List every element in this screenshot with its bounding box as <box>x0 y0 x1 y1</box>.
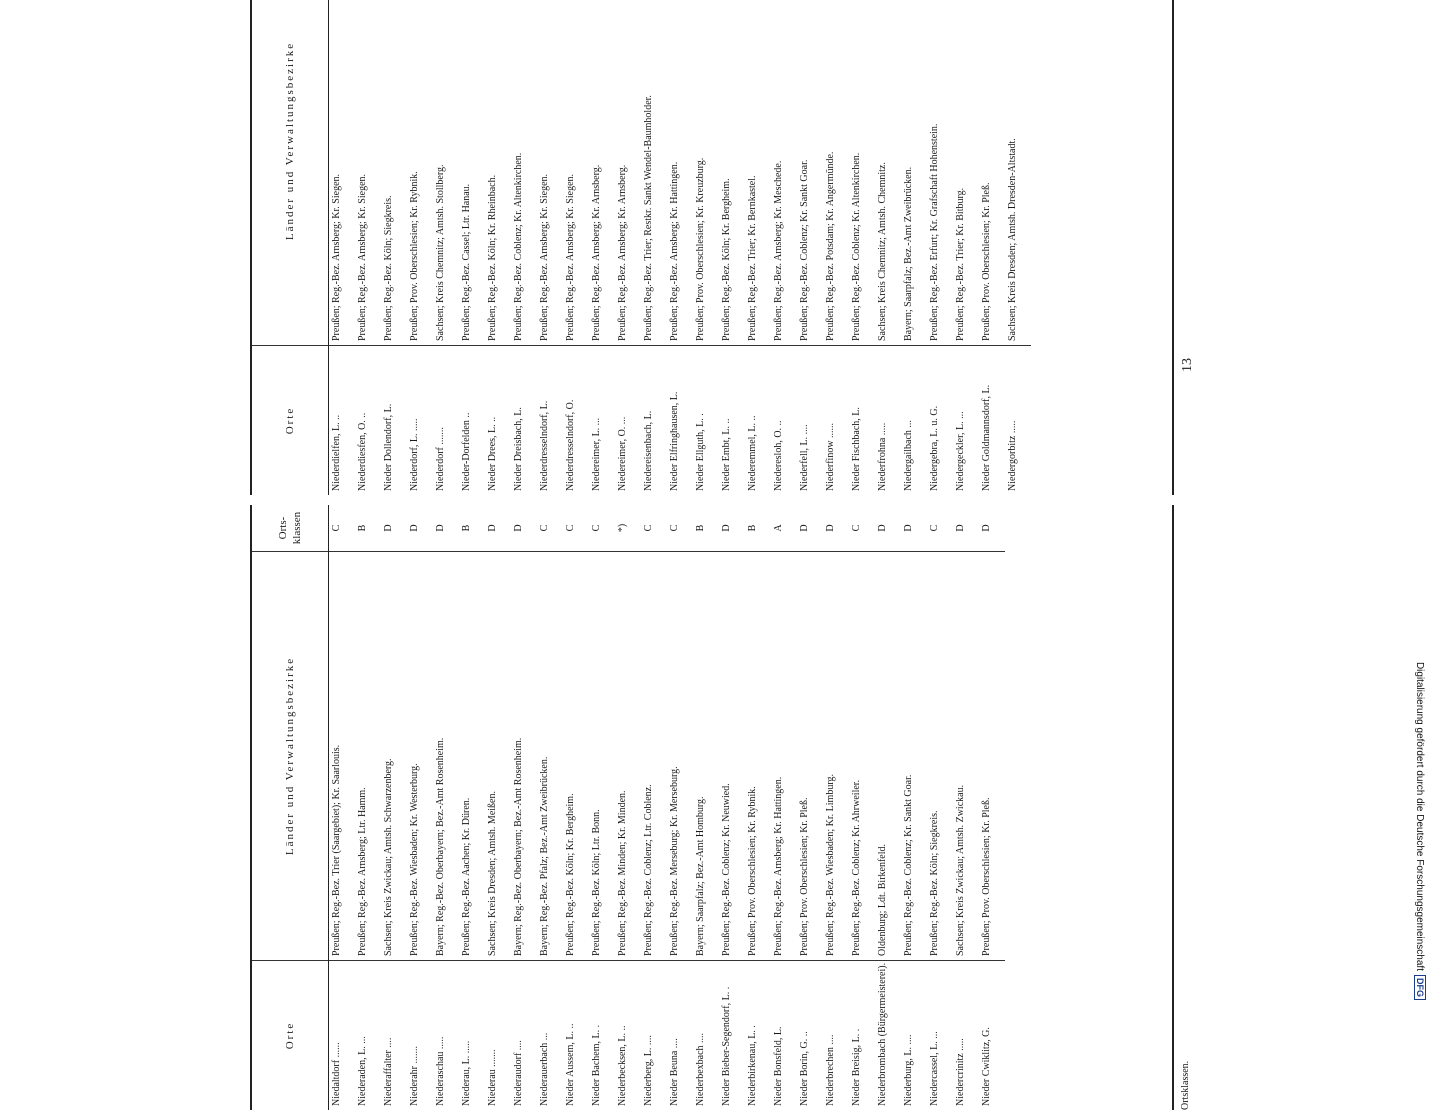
cell-bezirk: Preußen; Reg.-Bez. Köln; Siegkreis. <box>381 0 407 345</box>
cell-klasse: C <box>929 524 940 532</box>
cell-bezirk: Preußen; Prov. Oberschlesien; Kr. Pleß. <box>797 551 823 960</box>
cell-bezirk: Bayern; Reg.-Bez. Oberbayern; Bez.-Amt Rosenheim. <box>433 551 459 960</box>
cell-bezirk: Bayern; Reg.-Bez. Oberbayern; Bez.-Amt Rosenheim. <box>511 551 537 960</box>
cell-ort: Niederfrohna ..... <box>875 345 901 495</box>
cell-bezirk: Bayern; Saarpfalz; Bez.-Amt Homburg. <box>693 551 719 960</box>
table-row <box>329 0 355 495</box>
table-row <box>407 505 433 1110</box>
table-row <box>459 0 485 495</box>
cell-bezirk: Preußen; Reg.-Bez. Köln; Ltr. Bonn. <box>589 551 615 960</box>
cell-bezirk: Sachsen; Kreis Chemnitz; Amtsh. Chemnitz. <box>875 0 901 345</box>
cell-bezirk: Oldenburg; Ldt. Birkenfeld. <box>875 551 901 960</box>
digitization-credit <box>1409 0 1431 1000</box>
cell-klasse: D <box>383 524 394 532</box>
cell-bezirk: Preußen; Reg.-Bez. Arnsberg; Kr. Meschede. <box>771 0 797 345</box>
cell-ort: Nieder Borin, G. .. <box>797 960 823 1110</box>
digitization-note: Digitalisierung gefördert durch die Deutsche Forschungsgemeinschaft <box>1414 661 1426 971</box>
cell-bezirk: Preußen; Prov. Oberschlesien; Kr. Kreuzburg. <box>693 0 719 345</box>
cell-bezirk: Preußen; Reg.-Bez. Coblenz; Kr. Sankt Goar. <box>901 551 927 960</box>
footnote: Ortsklassen. <box>1180 1060 1191 1110</box>
cell-bezirk: Preußen; Reg.-Bez. Arnsberg; Kr. Hattingen. <box>771 551 797 960</box>
table-row <box>979 505 1005 1110</box>
cell-ort: Niedercrinitz ..... <box>953 960 979 1110</box>
cell-klasse: D <box>877 524 888 532</box>
table-row <box>485 505 511 1110</box>
cell-ort: Niederdielfen, L. .. <box>329 345 355 495</box>
table-row <box>927 505 953 1110</box>
cell-bezirk: Preußen; Reg.-Bez. Arnsberg; Kr. Arnsberg. <box>615 0 641 345</box>
cell-bezirk: Preußen; Reg.-Bez. Coblenz; Kr. Neuwied. <box>719 551 745 960</box>
header-bezirke: Länder und Verwaltungsbezirke <box>252 0 328 345</box>
table-row <box>953 505 979 1110</box>
cell-ort: Niederbrechen .... <box>823 960 849 1110</box>
cell-klasse: D <box>487 524 498 532</box>
table-row <box>511 0 537 495</box>
table-row <box>927 0 953 495</box>
cell-bezirk: Preußen; Reg.-Bez. Coblenz; Kr. Altenkirchen. <box>511 0 537 345</box>
cell-ort: Niederaden, L. ... <box>355 960 381 1110</box>
cell-ort: Nieder Dreisbach, L. <box>511 345 537 495</box>
cell-ort: Nieder Embt, L. .. <box>719 345 745 495</box>
cell-ort: Niederau ....... <box>485 960 511 1110</box>
table-row <box>407 0 433 495</box>
cell-bezirk: Preußen; Reg.-Bez. Köln; Kr. Bergheim. <box>563 551 589 960</box>
cell-ort: Nieder Cwiklitz, G. <box>979 960 1005 1110</box>
cell-ort: Niedergeckler, L. ... <box>953 345 979 495</box>
cell-ort: Niedereisenbach, L. <box>641 345 667 495</box>
cell-bezirk: Preußen; Prov. Oberschlesien; Kr. Pleß. <box>979 551 1005 960</box>
cell-klasse: C <box>851 524 862 532</box>
table-header <box>252 505 329 1110</box>
cell-ort: Niederburg, L. .... <box>901 960 927 1110</box>
cell-klasse: D <box>955 524 966 532</box>
cell-bezirk: Sachsen; Kreis Zwickau; Amtsh. Schwarzenberg. <box>381 551 407 960</box>
cell-bezirk: Preußen; Reg.-Bez. Aachen; Kr. Düren. <box>459 551 485 960</box>
header-bezirke: Länder und Verwaltungsbezirke <box>252 551 328 960</box>
cell-ort: Niederfell, L. .... <box>797 345 823 495</box>
cell-klasse: C <box>331 524 342 532</box>
table-row <box>719 505 745 1110</box>
cell-bezirk: Preußen; Reg.-Bez. Köln; Kr. Bergheim. <box>719 0 745 345</box>
cell-bezirk: Preußen; Reg.-Bez. Arnsberg; Kr. Arnsberg. <box>589 0 615 345</box>
cell-ort: Nieder-Dorfelden .. <box>459 345 485 495</box>
cell-ort: Niederemmel, L. .. <box>745 345 771 495</box>
cell-bezirk: Preußen; Reg.-Bez. Erfurt; Kr. Grafschaft Hohenstein. <box>927 0 953 345</box>
cell-ort: Niederesloh, O. .. <box>771 345 797 495</box>
cell-ort: Nieder Goldmannsdorf, L. <box>979 345 1005 495</box>
cell-bezirk: Preußen; Reg.-Bez. Arnsberg; Kr. Siegen. <box>355 0 381 345</box>
table-row <box>901 505 927 1110</box>
cell-ort: Niedereimer, O. ... <box>615 345 641 495</box>
cell-klasse: D <box>903 524 914 532</box>
cell-bezirk: Preußen; Reg.-Bez. Cassel; Ltr. Hanau. <box>459 0 485 345</box>
table-row <box>563 0 589 495</box>
cell-ort: Niederauerbach ... <box>537 960 563 1110</box>
cell-klasse: D <box>513 524 524 532</box>
table-row <box>641 0 667 495</box>
cell-klasse: B <box>695 524 706 532</box>
cell-ort: Nieder Aussem, L. .. <box>563 960 589 1110</box>
cell-ort: Nieder Elfringhausen, L. <box>667 345 693 495</box>
cell-ort: Nieder Bachem, L. . <box>589 960 615 1110</box>
table-row <box>589 505 615 1110</box>
cell-ort: Niedergailbach ... <box>901 345 927 495</box>
cell-klasse: *) <box>617 523 628 533</box>
cell-bezirk: Preußen; Reg.-Bez. Wiesbaden; Kr. Limburg. <box>823 551 849 960</box>
cell-ort: Niederdresselndorf, L. <box>537 345 563 495</box>
cell-bezirk: Preußen; Reg.-Bez. Potsdam; Kr. Angermünde. <box>823 0 849 345</box>
cell-ort: Niederbirkenau, L. . <box>745 960 771 1110</box>
cell-klasse: C <box>539 524 550 532</box>
cell-bezirk: Preußen; Reg.-Bez. Minden; Kr. Minden. <box>615 551 641 960</box>
cell-bezirk: Preußen; Reg.-Bez. Merseburg; Kr. Merseburg. <box>667 551 693 960</box>
cell-ort: Niedercassel, L. ... <box>927 960 953 1110</box>
cell-bezirk: Preußen; Reg.-Bez. Arnsberg; Kr. Siegen. <box>329 0 355 345</box>
cell-ort: Niederbecksen, L. .. <box>615 960 641 1110</box>
table-row <box>771 0 797 495</box>
cell-ort: Niederdresselndorf, O. <box>563 345 589 495</box>
table-row <box>381 0 407 495</box>
table-row <box>797 505 823 1110</box>
cell-ort: Niederdorf, L. ..... <box>407 345 433 495</box>
cell-ort: Niedergorbitz ..... <box>1005 345 1031 495</box>
cell-ort: Niederau, L. ..... <box>459 960 485 1110</box>
cell-klasse: A <box>773 524 784 532</box>
cell-bezirk: Sachsen; Kreis Zwickau; Amtsh. Zwickau. <box>953 551 979 960</box>
header-orte: Orte <box>252 345 328 495</box>
table-row <box>459 505 485 1110</box>
table-row <box>563 505 589 1110</box>
table-row <box>641 505 667 1110</box>
table-row <box>875 505 901 1110</box>
cell-bezirk: Preußen; Reg.-Bez. Coblenz; Kr. Altenkirchen. <box>849 0 875 345</box>
cell-ort: Niedergebra, L. u. G. <box>927 345 953 495</box>
cell-klasse: C <box>669 524 680 532</box>
table-header <box>252 0 329 495</box>
cell-ort: Niederfinow ...... <box>823 345 849 495</box>
cell-klasse: B <box>461 524 472 532</box>
cell-bezirk: Preußen; Reg.-Bez. Köln; Kr. Rheinbach. <box>485 0 511 345</box>
table-row <box>823 0 849 495</box>
table-row <box>433 0 459 495</box>
cell-ort: Nieder Breisig, L. . <box>849 960 875 1110</box>
cell-bezirk: Preußen; Reg.-Bez. Trier; Kr. Bitburg. <box>953 0 979 345</box>
rotated-page <box>170 0 1195 1110</box>
cell-ort: Niederaschau ..... <box>433 960 459 1110</box>
table-row <box>667 505 693 1110</box>
cell-bezirk: Preußen; Reg.-Bez. Arnsberg; Kr. Siegen. <box>537 0 563 345</box>
cell-ort: Nieder Dollendorf, L. <box>381 345 407 495</box>
cell-bezirk: Preußen; Reg.-Bez. Coblenz; Kr. Sankt Goar. <box>797 0 823 345</box>
cell-bezirk: Bayern; Reg.-Bez. Pfalz; Bez.-Amt Zweibrücken. <box>537 551 563 960</box>
cell-ort: Niederberg, L. .... <box>641 960 667 1110</box>
cell-bezirk: Preußen; Reg.-Bez. Trier; Kr. Bernkastel. <box>745 0 771 345</box>
tables-container <box>250 0 1170 1110</box>
table-row <box>693 505 719 1110</box>
cell-ort: Niederaffalter .... <box>381 960 407 1110</box>
cell-klasse: D <box>721 524 732 532</box>
cell-ort: Niedereimer, L. ... <box>589 345 615 495</box>
table-row <box>979 0 1005 495</box>
cell-ort: Niederdorf ....... <box>433 345 459 495</box>
right-table <box>250 0 1174 495</box>
cell-bezirk: Preußen; Reg.-Bez. Arnsberg; Ltr. Hamm. <box>355 551 381 960</box>
cell-bezirk: Preußen; Reg.-Bez. Trier (Saargebiet); Kr. Saarlouis. <box>329 551 355 960</box>
table-row <box>329 505 355 1110</box>
cell-bezirk: Sachsen; Kreis Chemnitz; Amtsh. Stollberg. <box>433 0 459 345</box>
cell-bezirk: Preußen; Prov. Oberschlesien; Kr. Pleß. <box>979 0 1005 345</box>
cell-ort: Niederbrombach (Bürgermeisterei). <box>875 960 901 1110</box>
cell-klasse: D <box>409 524 420 532</box>
cell-bezirk: Preußen; Prov. Oberschlesien; Kr. Rybnik. <box>745 551 771 960</box>
cell-bezirk: Sachsen; Kreis Dresden; Amtsh. Meißen. <box>485 551 511 960</box>
table-row <box>901 0 927 495</box>
cell-ort: Niederaudorf .... <box>511 960 537 1110</box>
left-table <box>250 505 1174 1110</box>
table-row <box>537 505 563 1110</box>
table-row <box>355 505 381 1110</box>
table-row <box>823 505 849 1110</box>
cell-bezirk: Preußen; Reg.-Bez. Arnsberg; Kr. Hattingen. <box>667 0 693 345</box>
cell-ort: Nieder Beuna .... <box>667 960 693 1110</box>
cell-klasse: B <box>747 524 758 532</box>
header-klasse: Orts-klassen <box>276 511 303 545</box>
cell-bezirk: Preußen; Prov. Oberschlesien; Kr. Rybnik. <box>407 0 433 345</box>
cell-ort: Nieder Bieber-Segendorf, L. . <box>719 960 745 1110</box>
table-row <box>797 0 823 495</box>
table-row <box>511 505 537 1110</box>
cell-ort: Niedaltdorf ...... <box>329 960 355 1110</box>
cell-bezirk: Preußen; Reg.-Bez. Köln; Siegkreis. <box>927 551 953 960</box>
cell-bezirk: Preußen; Reg.-Bez. Arnsberg; Kr. Siegen. <box>563 0 589 345</box>
cell-klasse: B <box>357 524 368 532</box>
table-row <box>745 505 771 1110</box>
left-table-body <box>329 505 1172 1110</box>
cell-ort: Niederahr ....... <box>407 960 433 1110</box>
cell-klasse: D <box>981 524 992 532</box>
header-orte: Orte <box>252 960 328 1110</box>
cell-ort: Nieder Drees, L. .. <box>485 345 511 495</box>
digitization-credit-text <box>1409 0 1431 1000</box>
table-row <box>615 505 641 1110</box>
cell-bezirk: Preußen; Reg.-Bez. Coblenz; Ltr. Coblenz. <box>641 551 667 960</box>
cell-bezirk: Preußen; Reg.-Bez. Wiesbaden; Kr. Westerburg. <box>407 551 433 960</box>
table-row <box>485 0 511 495</box>
table-row <box>745 0 771 495</box>
table-row <box>537 0 563 495</box>
table-row <box>667 0 693 495</box>
cell-bezirk: Sachsen; Kreis Dresden; Amtsh. Dresden-Altstadt. <box>1005 0 1031 345</box>
cell-klasse: C <box>565 524 576 532</box>
cell-klasse: D <box>435 524 446 532</box>
table-row <box>849 0 875 495</box>
cell-klasse: C <box>643 524 654 532</box>
table-row <box>615 0 641 495</box>
table-row <box>433 505 459 1110</box>
table-row <box>953 0 979 495</box>
right-table-body <box>329 0 1172 495</box>
table-row <box>693 0 719 495</box>
cell-klasse: C <box>591 524 602 532</box>
cell-bezirk: Preußen; Reg.-Bez. Trier; Restkr. Sankt Wendel-Baumholder. <box>641 0 667 345</box>
table-row <box>719 0 745 495</box>
cell-klasse: D <box>799 524 810 532</box>
table-row <box>381 505 407 1110</box>
cell-ort: Nieder Fischbach, L. <box>849 345 875 495</box>
table-row <box>849 505 875 1110</box>
dfg-logo: DFG <box>1414 975 1426 1000</box>
cell-bezirk: Preußen; Reg.-Bez. Coblenz; Kr. Ahrweiler. <box>849 551 875 960</box>
cell-ort: Niederbexbach .... <box>693 960 719 1110</box>
table-row <box>355 0 381 495</box>
table-row <box>589 0 615 495</box>
table-row <box>771 505 797 1110</box>
table-row <box>1005 0 1031 495</box>
table-row <box>875 0 901 495</box>
cell-ort: Niederdiesfen, O. .. <box>355 345 381 495</box>
cell-ort: Nieder Ellguth, L. . <box>693 345 719 495</box>
cell-ort: Nieder Bonsfeld, L. <box>771 960 797 1110</box>
cell-klasse: D <box>825 524 836 532</box>
cell-bezirk: Bayern; Saarpfalz; Bez.-Amt Zweibrücken. <box>901 0 927 345</box>
sheet-number: 13 <box>1180 358 1195 372</box>
